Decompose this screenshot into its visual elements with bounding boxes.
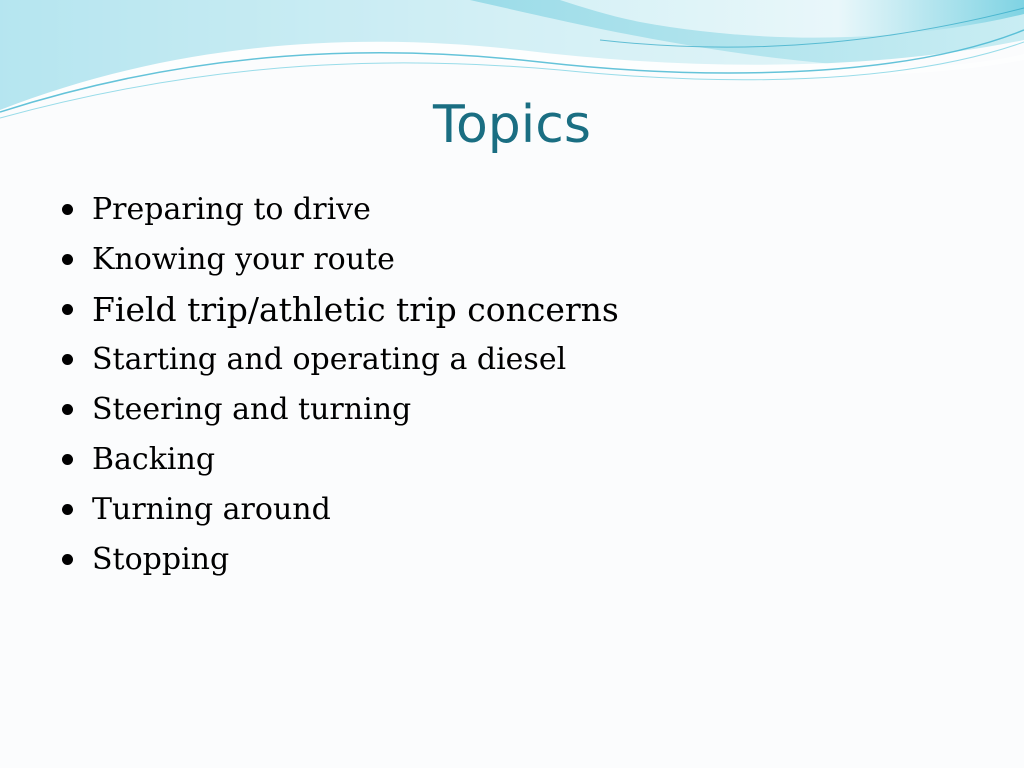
bullet-dot-icon: [62, 404, 73, 415]
bullet-text: Steering and turning: [92, 391, 412, 427]
list-item: [62, 434, 962, 484]
list-item: [62, 184, 962, 234]
list-item: [62, 334, 962, 384]
bullet-dot-icon: [62, 254, 73, 265]
bullet-text: Turning around: [92, 491, 331, 527]
bullet-text: Preparing to drive: [92, 191, 371, 227]
list-item: [62, 534, 962, 584]
bullet-text: Backing: [92, 441, 216, 477]
bullet-dot-icon: [62, 354, 73, 365]
bullet-text: Field trip/athletic trip concerns: [92, 289, 619, 329]
bullet-text: Starting and operating a diesel: [92, 341, 567, 377]
list-item: [62, 284, 962, 334]
bullet-dot-icon: [62, 554, 73, 565]
list-item: [62, 234, 962, 284]
bullet-dot-icon: [62, 454, 73, 465]
list-item: [62, 484, 962, 534]
slide-title: Topics: [433, 95, 591, 155]
bullet-dot-icon: [62, 204, 73, 215]
bullet-dot-icon: [62, 304, 73, 315]
bullet-list: [62, 184, 962, 584]
bullet-text: Stopping: [92, 541, 230, 577]
bullet-text: Knowing your route: [92, 241, 395, 277]
bullet-dot-icon: [62, 504, 73, 515]
list-item: [62, 384, 962, 434]
